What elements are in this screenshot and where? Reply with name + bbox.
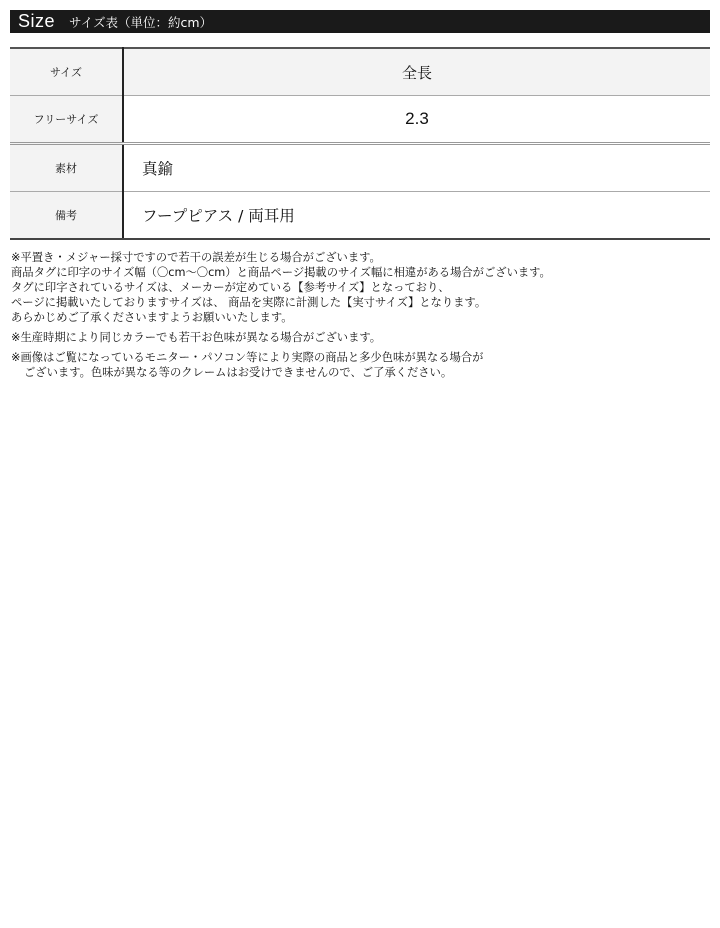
header-title-jp: サイズ表（単位：約cm） [69,14,213,30]
header-label-cell: サイズ [10,48,123,96]
table-row [10,96,710,144]
note-line: ページに掲載いたしておりますサイズは、 商品を実際に計測した【実寸サイズ】となります。 [11,296,487,309]
table-header-row [10,48,710,96]
size-table-header [10,10,710,33]
remarks-label: 備考 [10,192,123,240]
note-line: タグに印字されているサイズは、メーカーが定めている【参考サイズ】となっており、 [11,281,450,294]
material-label: 素材 [10,144,123,192]
note-line: ※画像はご覧になっているモニター・パソコン等により実際の商品と多少色味が異なる場合が [11,351,484,364]
note-line: あらかじめご了承くださいますようお願いいたします。 [11,311,293,324]
note-line: 商品タグに印字のサイズ幅（〇cm〜〇cm）と商品ページ掲載のサイズ幅に相違がある場合がございます。 [11,266,551,279]
material-value: 真鍮 [123,144,710,192]
row-value-total-length: 2.3 [123,96,710,144]
header-column-total-length: 全長 [123,48,710,96]
note-line: ※生産時期により同じカラーでも若干お色味が異なる場合がございます。 [11,331,382,344]
note-line: ※平置き・メジャー採寸ですので若干の誤差が生じる場合がございます。 [11,251,381,264]
size-table [10,47,710,240]
notes-section [11,250,711,380]
remarks-value: フープピアス / 両耳用 [123,192,710,240]
header-title-en: Size [18,11,56,31]
material-row [10,144,710,192]
note-line: ございます。色味が異なる等のクレームはお受けできませんので、ご了承ください。 [24,366,453,379]
remarks-row [10,192,710,240]
row-label-free-size: フリーサイズ [10,96,123,144]
